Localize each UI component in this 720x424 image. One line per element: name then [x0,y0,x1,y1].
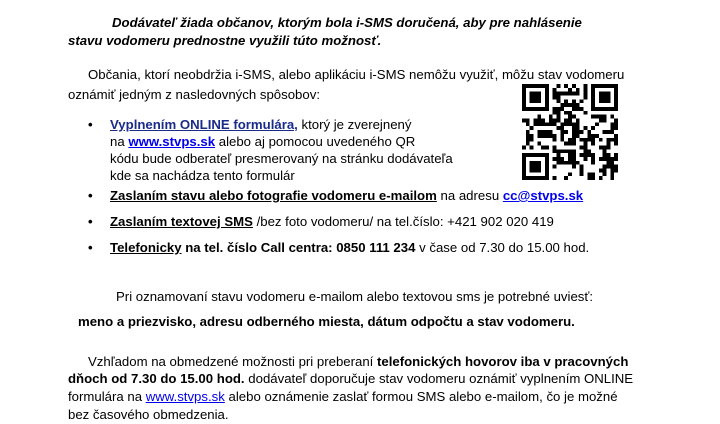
method-online-text-1: ktorý je zverejnený [297,117,412,132]
intro-paragraph-line-2 [68,32,381,50]
method-sms-title: Zaslaním textovej SMS [110,214,253,229]
method-online-title: Vyplnením ONLINE formulára, [110,117,298,132]
note-line [116,288,593,306]
bullet-icon: • [88,117,93,132]
required-info-text: meno a priezvisko, adresu odberného miesta, dátum odpočtu a stav vodomeru. [78,314,575,329]
bullet-icon: • [88,214,93,229]
method-sms [88,213,658,230]
intro-paragraph [112,14,582,32]
closing-paragraph [88,353,628,371]
method-online-text-3: kódu bude odberateľ presmerovaný na stránku dodávateľa [110,151,453,166]
method-phone-bold: na tel. číslo Call centra: 0850 111 234 [181,240,416,255]
method-email [88,187,658,204]
intro-line-1: Dodávateľ žiada občanov, ktorým bola i-SMS doručená, aby pre nahlásenie [112,15,582,30]
closing-line-1a: Vzhľadom na obmedzené možnosti pri preberaní [88,354,378,369]
closing-stvps-link[interactable]: www.stvps.sk [145,389,225,404]
options-intro-line-2-wrap [68,86,320,104]
method-sms-text: /bez foto vodomeru/ na tel.číslo: +421 902 020 419 [252,214,554,229]
method-email-title: Zaslaním stavu alebo fotografie vodomeru e-mailom [110,188,437,203]
options-intro-line-2: oznámiť jedným z nasledovných spôsobov: [68,87,320,102]
method-online-text-2b: alebo aj pomocou uvedeného QR [215,134,416,149]
method-online-text-2a: na [110,134,129,149]
closing-line-4: bez časového obmedzenia. [68,407,229,422]
closing-line-2b: dodávateľ doporučuje stav vodomeru oznámiť vyplnením ONLINE [244,371,634,386]
closing-line-3b: alebo oznámenie zaslať formou SMS alebo e-mailom, čo je možné [224,389,618,404]
note-text: Pri oznamovaní stavu vodomeru e-mailom alebo textovou sms je potrebné uviesť: [116,289,593,304]
bullet-icon: • [88,240,93,255]
options-intro-line-1: Občania, ktorí neobdržia i-SMS, alebo aplikáciu i-SMS nemôžu využiť, môžu stav vodomeru [88,67,625,82]
method-online [88,116,470,184]
bullet-icon: • [88,188,93,203]
intro-line-2: stavu vodomeru prednostne využili túto možnosť. [68,33,382,48]
method-phone-text: v čase od 7.30 do 15.00 hod. [415,240,590,255]
closing-line-2a: dňoch od 7.30 do 15.00 hod. [68,371,245,386]
method-online-text-4: kde sa nachádza tento formulár [110,168,295,183]
closing-paragraph-lines [68,370,668,424]
methods-list [88,116,658,256]
stvps-link[interactable]: www.stvps.sk [128,134,216,149]
method-phone-title: Telefonicky [110,240,182,255]
method-phone [88,239,658,256]
email-link[interactable]: cc@stvps.sk [502,188,584,203]
closing-line-1b: telefonických hovorov iba v pracovných [377,354,629,369]
options-intro [88,66,624,84]
method-email-text: na adresu [436,188,503,203]
closing-line-3a: formulára na [68,389,146,404]
required-info [78,313,575,331]
